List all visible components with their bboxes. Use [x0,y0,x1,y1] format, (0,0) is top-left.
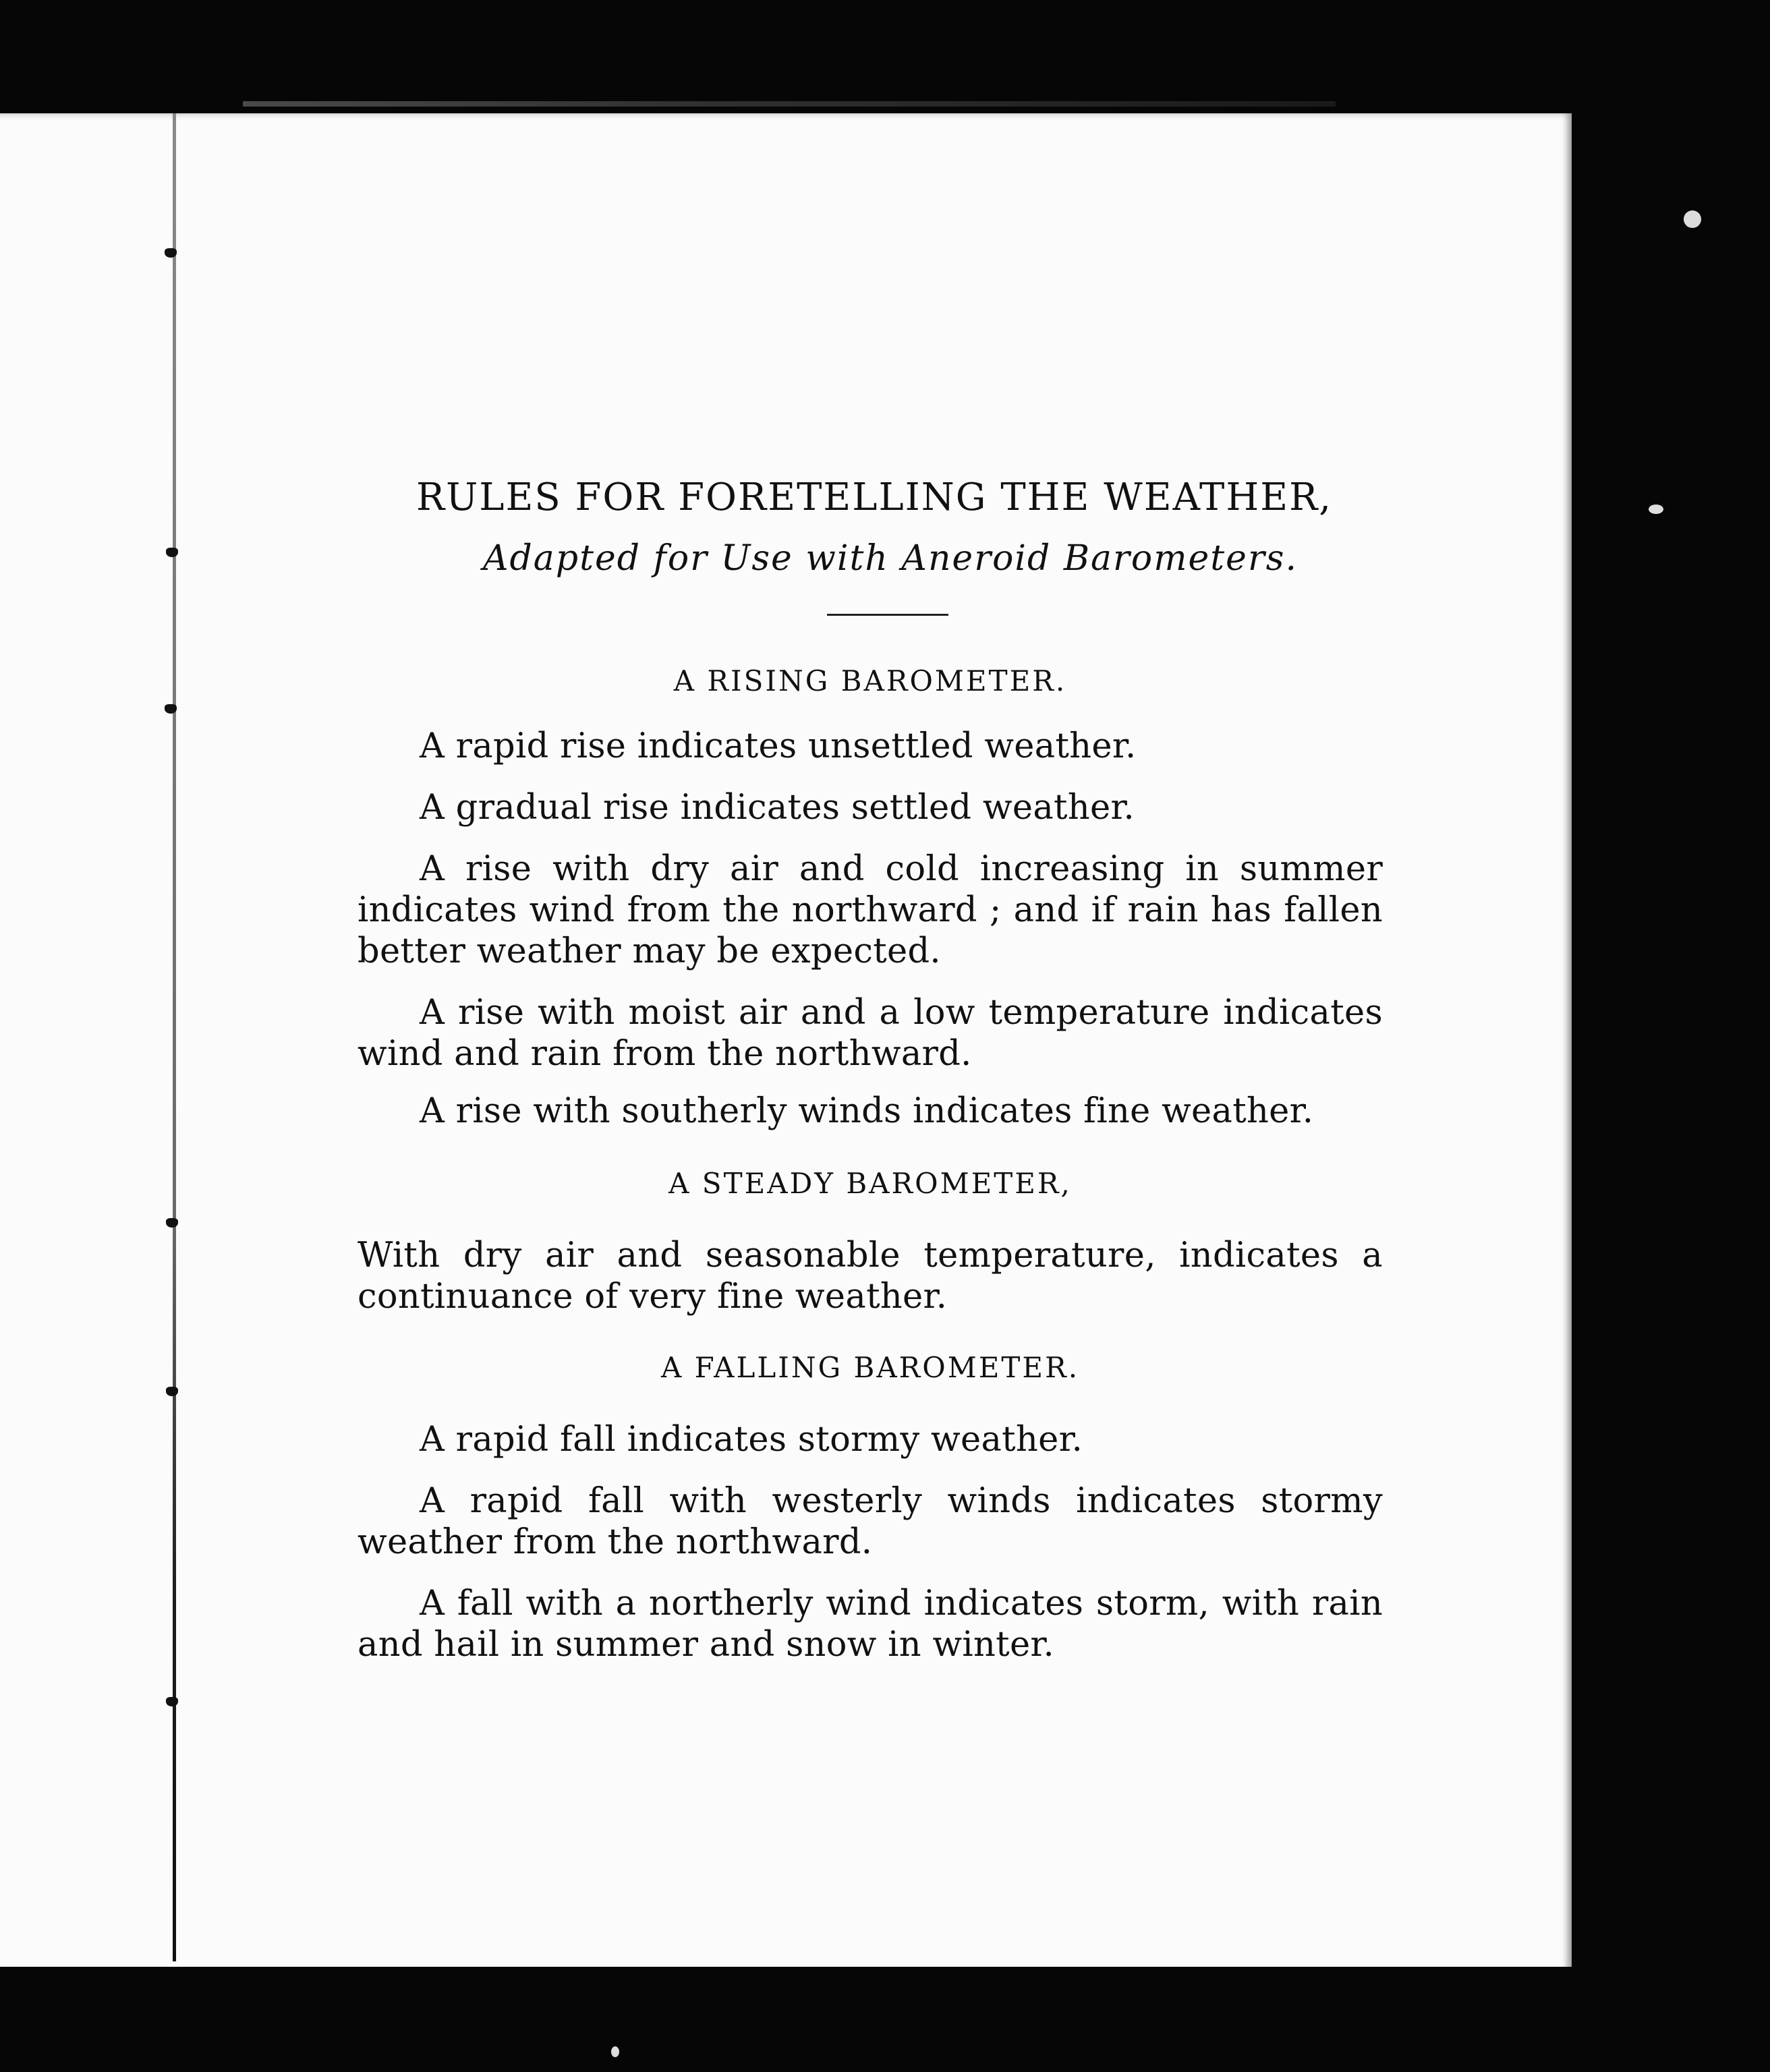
rising-paragraph: A rapid rise indicates unsettled weather. [420,726,1137,766]
section-heading-steady: A STEADY BAROMETER, [668,1167,1072,1200]
rising-paragraph: A gradual rise indicates settled weather. [420,788,1135,828]
rising-paragraph: A rise with dry air and cold increasing in summer indicates wind from the northward ; and if rain has fallen better weather may be expected. [358,849,1383,971]
falling-paragraph: A rapid fall with westerly winds indicates stormy weather from the northward. [358,1481,1383,1562]
section-heading-falling: A FALLING BAROMETER. [660,1351,1080,1384]
rising-paragraph: A rise with southerly winds indicates fine weather. [420,1091,1314,1131]
stitch-mark [166,1697,178,1706]
page-subtitle: Adapted for Use with Aneroid Barometers. [482,538,1298,579]
stitch-mark [165,248,177,258]
dust-speck [1649,505,1663,514]
stitch-mark [166,1218,178,1228]
stitch-mark [166,1387,178,1396]
dust-speck [1684,210,1701,228]
stitch-mark [165,704,177,714]
dust-speck [611,2046,619,2057]
steady-paragraph: With dry air and seasonable temperature, indicates a continuance of very fine weather. [358,1236,1383,1317]
falling-paragraph: A fall with a northerly wind indicates storm, with rain and hail in summer and snow in winter. [358,1584,1383,1665]
stitch-mark [166,548,178,557]
page-content [358,476,1383,1665]
section-heading-rising: A RISING BAROMETER. [673,664,1067,697]
title-divider [827,614,948,616]
falling-paragraph: A rapid fall indicates stormy weather. [420,1420,1083,1460]
rising-paragraph: A rise with moist air and a low temperature indicates wind and rain from the northward. [358,993,1383,1074]
page-gutter [173,113,176,1961]
binding-thread [243,101,1336,107]
page-title: RULES FOR FORETELLING THE WEATHER, [416,476,1333,519]
